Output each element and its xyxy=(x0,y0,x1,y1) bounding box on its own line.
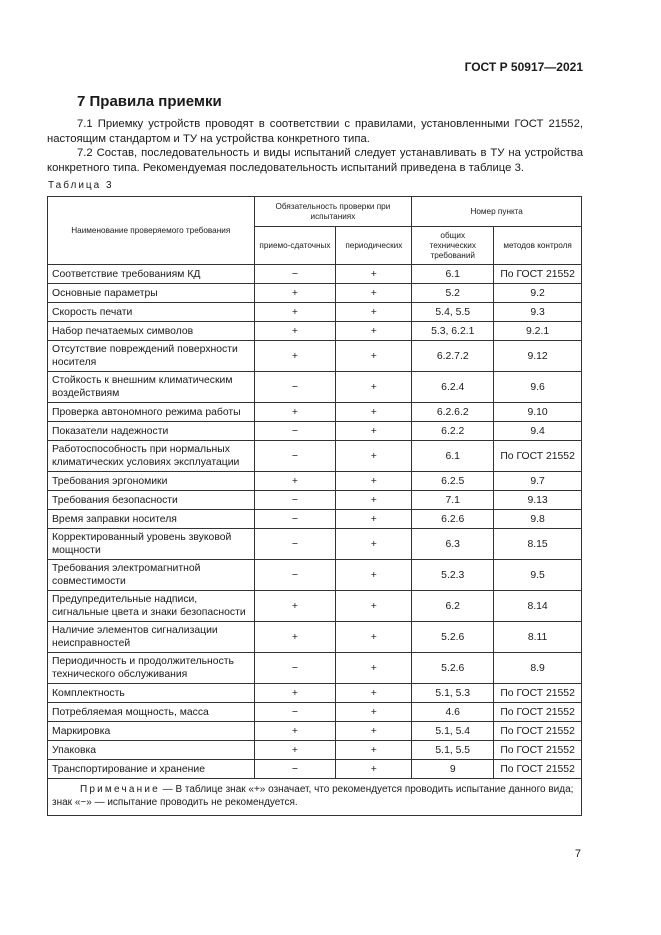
periodic-cell: + xyxy=(336,510,412,529)
table-row xyxy=(48,510,582,529)
table-row xyxy=(48,741,582,760)
method-clause-cell: По ГОСТ 21552 xyxy=(494,722,582,741)
periodic-cell: + xyxy=(336,722,412,741)
requirement-clause-cell: 6.1 xyxy=(412,265,494,284)
periodic-cell: + xyxy=(336,529,412,560)
requirement-name-cell: Требования эргономики xyxy=(48,472,255,491)
table-row xyxy=(48,422,582,441)
table-row xyxy=(48,653,582,684)
requirement-name-cell: Предупредительные надписи, сигнальные цвета и знаки безопасности xyxy=(48,591,255,622)
requirement-clause-cell: 5.4, 5.5 xyxy=(412,303,494,322)
requirement-clause-cell: 5.1, 5.4 xyxy=(412,722,494,741)
method-clause-cell: 8.14 xyxy=(494,591,582,622)
paragraph-7-1: 7.1 Приемку устройств проводят в соответствии с правилами, установленными ГОСТ 21552, настоящим стандартом и ТУ на устройства конкретного типа. xyxy=(47,118,583,145)
acceptance-cell: + xyxy=(254,472,336,491)
header-general-requirements: общих технических требований xyxy=(412,227,494,265)
acceptance-cell: + xyxy=(254,684,336,703)
requirement-clause-cell: 4.6 xyxy=(412,703,494,722)
requirement-name-cell: Комплектность xyxy=(48,684,255,703)
table-caption: Таблица 3 xyxy=(48,180,114,191)
periodic-cell: + xyxy=(336,472,412,491)
requirement-clause-cell: 5.3, 6.2.1 xyxy=(412,322,494,341)
requirement-clause-cell: 5.2.3 xyxy=(412,560,494,591)
note-label: Примечание xyxy=(80,784,160,795)
note-text: — В таблице знак «+» означает, что рекомендуется проводить испытание данного вида; знак «−» — испытание проводить не рекомендуется. xyxy=(52,784,574,808)
requirement-clause-cell: 5.1, 5.5 xyxy=(412,741,494,760)
requirement-name-cell: Наличие элементов сигнализации неисправностей xyxy=(48,622,255,653)
table-row xyxy=(48,491,582,510)
acceptance-cell: − xyxy=(254,760,336,779)
acceptance-cell: − xyxy=(254,265,336,284)
acceptance-cell: + xyxy=(254,303,336,322)
requirement-name-cell: Работоспособность при нормальных климатических условиях эксплуатации xyxy=(48,441,255,472)
periodic-cell: + xyxy=(336,422,412,441)
page-number: 7 xyxy=(574,848,581,860)
periodic-cell: + xyxy=(336,560,412,591)
acceptance-cell: + xyxy=(254,622,336,653)
requirement-name-cell: Стойкость к внешним климатическим воздействиям xyxy=(48,372,255,403)
acceptance-cell: − xyxy=(254,653,336,684)
method-clause-cell: 9.3 xyxy=(494,303,582,322)
periodic-cell: + xyxy=(336,303,412,322)
acceptance-cell: + xyxy=(254,722,336,741)
table-row xyxy=(48,303,582,322)
requirement-name-cell: Требования безопасности xyxy=(48,491,255,510)
acceptance-cell: − xyxy=(254,510,336,529)
acceptance-cell: + xyxy=(254,284,336,303)
requirement-name-cell: Набор печатаемых символов xyxy=(48,322,255,341)
requirement-name-cell: Маркировка xyxy=(48,722,255,741)
method-clause-cell: 9.6 xyxy=(494,372,582,403)
requirement-name-cell: Время заправки носителя xyxy=(48,510,255,529)
table-row xyxy=(48,472,582,491)
acceptance-cell: + xyxy=(254,591,336,622)
requirement-clause-cell: 6.3 xyxy=(412,529,494,560)
method-clause-cell: 9.13 xyxy=(494,491,582,510)
periodic-cell: + xyxy=(336,741,412,760)
requirement-clause-cell: 9 xyxy=(412,760,494,779)
periodic-cell: + xyxy=(336,622,412,653)
method-clause-cell: По ГОСТ 21552 xyxy=(494,703,582,722)
method-clause-cell: 9.4 xyxy=(494,422,582,441)
acceptance-cell: + xyxy=(254,403,336,422)
periodic-cell: + xyxy=(336,491,412,510)
header-item-number: Номер пункта xyxy=(412,197,582,227)
method-clause-cell: 9.12 xyxy=(494,341,582,372)
table-row xyxy=(48,265,582,284)
requirement-clause-cell: 7.1 xyxy=(412,491,494,510)
requirement-name-cell: Показатели надежности xyxy=(48,422,255,441)
acceptance-cell: − xyxy=(254,529,336,560)
table-note xyxy=(48,779,582,816)
requirement-name-cell: Требования электромагнитной совместимости xyxy=(48,560,255,591)
paragraph-7-2: 7.2 Состав, последовательность и виды испытаний следует устанавливать в ТУ на устройства конкретного типа. Рекомендуемая последовательность испытаний приведена в таблице 3. xyxy=(47,147,583,174)
method-clause-cell: 9.10 xyxy=(494,403,582,422)
standard-code: ГОСТ Р 50917—2021 xyxy=(464,60,583,74)
requirement-clause-cell: 5.1, 5.3 xyxy=(412,684,494,703)
method-clause-cell: 9.2 xyxy=(494,284,582,303)
periodic-cell: + xyxy=(336,653,412,684)
table-row xyxy=(48,703,582,722)
section-title: 7 Правила приемки xyxy=(77,93,222,110)
table-row xyxy=(48,341,582,372)
requirement-name-cell: Проверка автономного режима работы xyxy=(48,403,255,422)
header-periodic: периодических xyxy=(336,227,412,265)
method-clause-cell: 9.7 xyxy=(494,472,582,491)
requirement-clause-cell: 6.2.5 xyxy=(412,472,494,491)
requirement-name-cell: Соответствие требованиям КД xyxy=(48,265,255,284)
requirement-clause-cell: 5.2 xyxy=(412,284,494,303)
requirement-clause-cell: 6.2.7.2 xyxy=(412,341,494,372)
requirement-clause-cell: 6.2.6.2 xyxy=(412,403,494,422)
requirement-clause-cell: 6.2.4 xyxy=(412,372,494,403)
requirement-name-cell: Скорость печати xyxy=(48,303,255,322)
periodic-cell: + xyxy=(336,403,412,422)
table-row xyxy=(48,560,582,591)
requirement-name-cell: Упаковка xyxy=(48,741,255,760)
requirement-clause-cell: 5.2.6 xyxy=(412,653,494,684)
method-clause-cell: По ГОСТ 21552 xyxy=(494,441,582,472)
requirements-table xyxy=(47,196,582,816)
acceptance-cell: − xyxy=(254,491,336,510)
header-acceptance: приемо-сдаточных xyxy=(254,227,336,265)
periodic-cell: + xyxy=(336,760,412,779)
acceptance-cell: + xyxy=(254,741,336,760)
table-row xyxy=(48,372,582,403)
method-clause-cell: По ГОСТ 21552 xyxy=(494,760,582,779)
periodic-cell: + xyxy=(336,322,412,341)
requirement-name-cell: Транспортирование и хранение xyxy=(48,760,255,779)
table-row xyxy=(48,684,582,703)
table-row xyxy=(48,322,582,341)
method-clause-cell: 8.11 xyxy=(494,622,582,653)
periodic-cell: + xyxy=(336,703,412,722)
periodic-cell: + xyxy=(336,372,412,403)
periodic-cell: + xyxy=(336,591,412,622)
method-clause-cell: По ГОСТ 21552 xyxy=(494,741,582,760)
acceptance-cell: + xyxy=(254,322,336,341)
requirement-name-cell: Основные параметры xyxy=(48,284,255,303)
periodic-cell: + xyxy=(336,684,412,703)
requirement-clause-cell: 6.2 xyxy=(412,591,494,622)
method-clause-cell: 9.5 xyxy=(494,560,582,591)
requirement-clause-cell: 5.2.6 xyxy=(412,622,494,653)
periodic-cell: + xyxy=(336,441,412,472)
table-row xyxy=(48,722,582,741)
header-obligation: Обязательность проверки при испытаниях xyxy=(254,197,412,227)
requirement-name-cell: Потребляемая мощность, масса xyxy=(48,703,255,722)
requirement-name-cell: Периодичность и продолжительность технического обслуживания xyxy=(48,653,255,684)
method-clause-cell: 8.9 xyxy=(494,653,582,684)
periodic-cell: + xyxy=(336,265,412,284)
method-clause-cell: По ГОСТ 21552 xyxy=(494,684,582,703)
requirement-clause-cell: 6.2.2 xyxy=(412,422,494,441)
header-control-methods: методов контроля xyxy=(494,227,582,265)
acceptance-cell: − xyxy=(254,703,336,722)
table-row xyxy=(48,284,582,303)
acceptance-cell: − xyxy=(254,560,336,591)
method-clause-cell: 9.2.1 xyxy=(494,322,582,341)
header-name: Наименование проверяемого требования xyxy=(48,197,255,265)
acceptance-cell: − xyxy=(254,422,336,441)
periodic-cell: + xyxy=(336,341,412,372)
table-row xyxy=(48,403,582,422)
table-row xyxy=(48,529,582,560)
table-row xyxy=(48,441,582,472)
acceptance-cell: + xyxy=(254,341,336,372)
requirement-clause-cell: 6.2.6 xyxy=(412,510,494,529)
periodic-cell: + xyxy=(336,284,412,303)
requirement-name-cell: Корректированный уровень звуковой мощности xyxy=(48,529,255,560)
requirement-clause-cell: 6.1 xyxy=(412,441,494,472)
method-clause-cell: 8.15 xyxy=(494,529,582,560)
method-clause-cell: По ГОСТ 21552 xyxy=(494,265,582,284)
acceptance-cell: − xyxy=(254,441,336,472)
table-row xyxy=(48,622,582,653)
table-row xyxy=(48,591,582,622)
acceptance-cell: − xyxy=(254,372,336,403)
method-clause-cell: 9.8 xyxy=(494,510,582,529)
table-row xyxy=(48,760,582,779)
requirement-name-cell: Отсутствие повреждений поверхности носителя xyxy=(48,341,255,372)
